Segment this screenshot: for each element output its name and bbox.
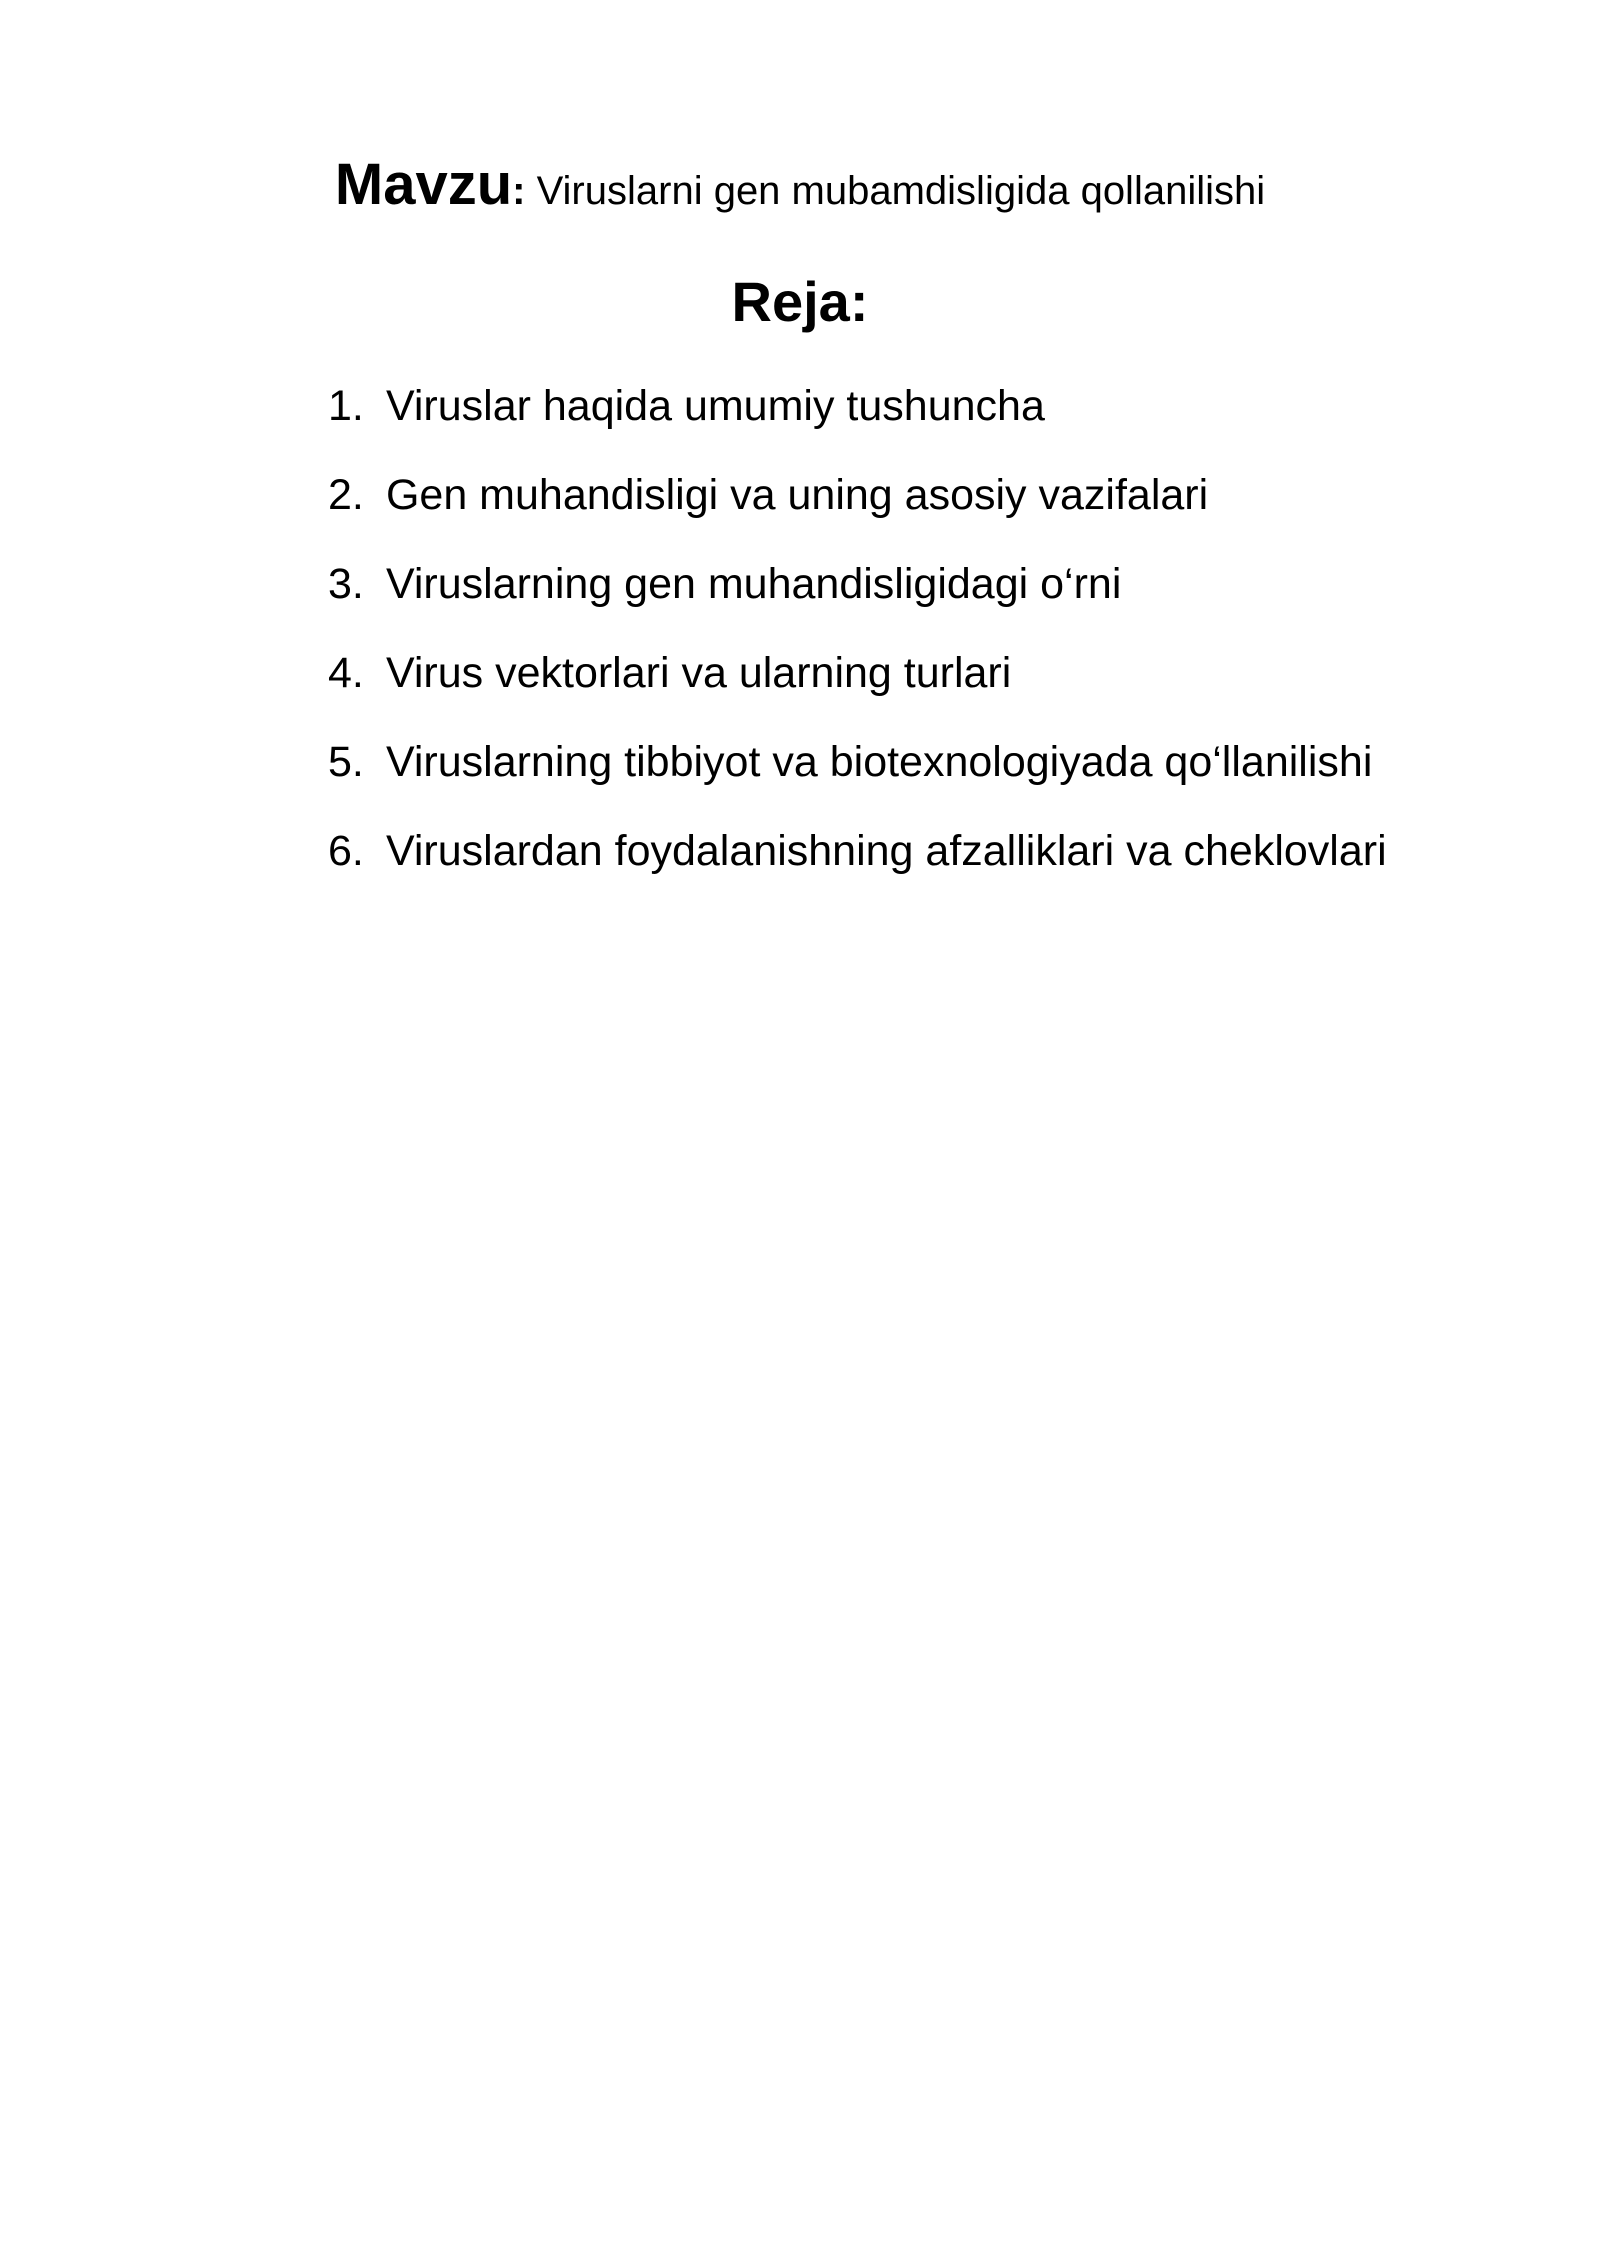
plan-item [328,554,1387,643]
plan-item-number: 1. [328,382,364,430]
plan-item [328,643,1387,732]
plan-item-text: Viruslarning tibbiyot va biotexnologiyada qo‘llanilishi [385,738,1373,786]
topic-line [0,150,1600,220]
plan-item-number: 6. [328,827,364,875]
plan-item [328,821,1387,910]
plan-item-text: Viruslarning gen muhandisligidagi o‘rni [385,560,1122,608]
plan-item-number: 3. [328,560,364,608]
plan-item-number: 4. [328,649,364,697]
plan-item-text: Viruslar haqida umumiy tushuncha [385,382,1045,430]
plan-item-text: Viruslardan foydalanishning afzalliklari va cheklovlari [385,827,1387,875]
plan-item-text: Gen muhandisligi va uning asosiy vazifalari [385,471,1209,519]
topic-text: Viruslarni gen mubamdisligida qollanilishi [525,169,1266,213]
plan-item [328,732,1387,821]
plan-item-text: Virus vektorlari va ularning turlari [385,649,1012,697]
topic-label: Mavzu [334,152,513,217]
plan-item [328,465,1387,554]
topic-colon: : [512,169,526,213]
plan-list [328,376,1387,910]
plan-item-number: 2. [328,471,364,519]
plan-item-number: 5. [328,738,364,786]
plan-heading: Reja: [731,270,869,333]
plan-item [328,376,1387,465]
